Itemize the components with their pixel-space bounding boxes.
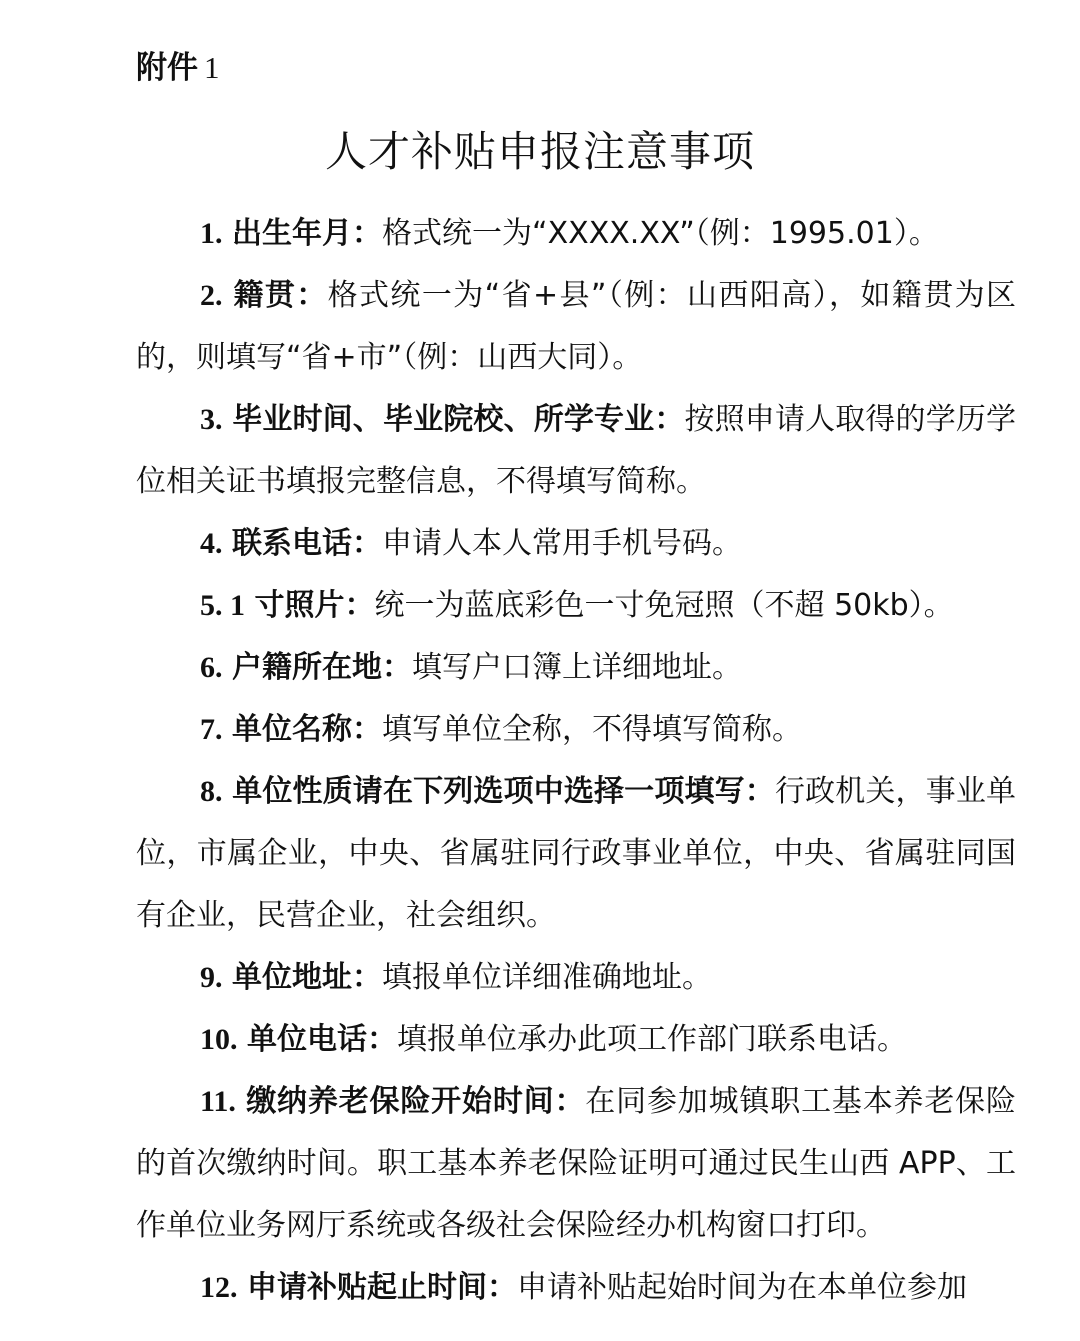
item-label: 单位性质请在下列选项中选择一项填写： [232, 774, 775, 809]
notice-item-1 [136, 203, 1016, 265]
item-number: 12. [200, 1271, 238, 1304]
item-number: 10. [200, 1023, 238, 1056]
notice-item-11 [136, 1071, 1016, 1257]
item-text: 填写户口簿上详细地址。 [412, 650, 743, 685]
attachment-label [136, 46, 220, 90]
item-text: 在同参加城镇职工基本养老保险的首次缴纳时间。职工基本养老保险证明可通过民生山西 APP、工作单位业务网厅系统或各级社会保险经办机构窗口打印。 [136, 1084, 1017, 1243]
document-title: 人才补贴申报注意事项 [324, 127, 755, 176]
item-text: 填写单位全称，不得填写简称。 [382, 712, 803, 747]
notice-item-10 [136, 1009, 1016, 1071]
notice-item-5 [136, 575, 1016, 637]
item-label: 单位电话： [247, 1022, 398, 1057]
item-text: 填报单位承办此项工作部门联系电话。 [397, 1022, 908, 1057]
notice-item-6 [136, 637, 1016, 699]
attachment-number: 1 [204, 50, 220, 85]
item-number: 7. [200, 713, 223, 746]
item-text: 格式统一为“XXXX.XX”（例：1995.01）。 [382, 216, 939, 251]
notice-item-4 [136, 513, 1016, 575]
item-label: 申请补贴起止时间： [247, 1270, 518, 1305]
item-text: 申请补贴起始时间为在本单位参加 [517, 1270, 968, 1305]
item-text: 行政机关，事业单位，市属企业，中央、省属驻同行政事业单位，中央、省属驻同国有企业，民营企业，社会组织。 [136, 774, 1017, 933]
item-number: 6. [200, 651, 223, 684]
item-label: 单位地址： [232, 960, 383, 995]
item-text: 格式统一为“省+县”（例：山西阳高），如籍贯为区的，则填写“省+市”（例：山西大同）。 [136, 278, 1016, 375]
notice-item-8 [136, 761, 1016, 947]
item-label: 寸照片： [254, 588, 375, 623]
item-number: 5. 1 [200, 589, 245, 622]
notice-item-12 [136, 1257, 1016, 1319]
notice-list [136, 203, 1016, 1319]
item-number: 11. [200, 1085, 236, 1118]
item-number: 2. [200, 279, 223, 312]
attachment-word: 附件 [136, 50, 198, 86]
notice-item-9 [136, 947, 1016, 1009]
item-number: 9. [200, 961, 223, 994]
item-label: 户籍所在地： [232, 650, 413, 685]
notice-item-2 [136, 265, 1016, 389]
item-text: 填报单位详细准确地址。 [382, 960, 713, 995]
item-text: 统一为蓝底彩色一寸免冠照（不超 50kb）。 [374, 588, 954, 623]
item-label: 单位名称： [232, 712, 383, 747]
item-label: 籍贯： [233, 278, 328, 313]
item-label: 缴纳养老保险开始时间： [246, 1084, 586, 1119]
item-number: 8. [200, 775, 223, 808]
item-number: 3. [200, 403, 223, 436]
item-number: 4. [200, 527, 223, 560]
notice-item-7 [136, 699, 1016, 761]
item-number: 1. [200, 217, 223, 250]
item-label: 毕业时间、毕业院校、所学专业： [232, 402, 685, 437]
item-label: 联系电话： [232, 526, 383, 561]
item-label: 出生年月： [232, 216, 383, 251]
notice-item-3 [136, 389, 1016, 513]
item-text: 按照申请人取得的学历学位相关证书填报完整信息，不得填写简称。 [136, 402, 1017, 499]
item-text: 申请人本人常用手机号码。 [382, 526, 743, 561]
